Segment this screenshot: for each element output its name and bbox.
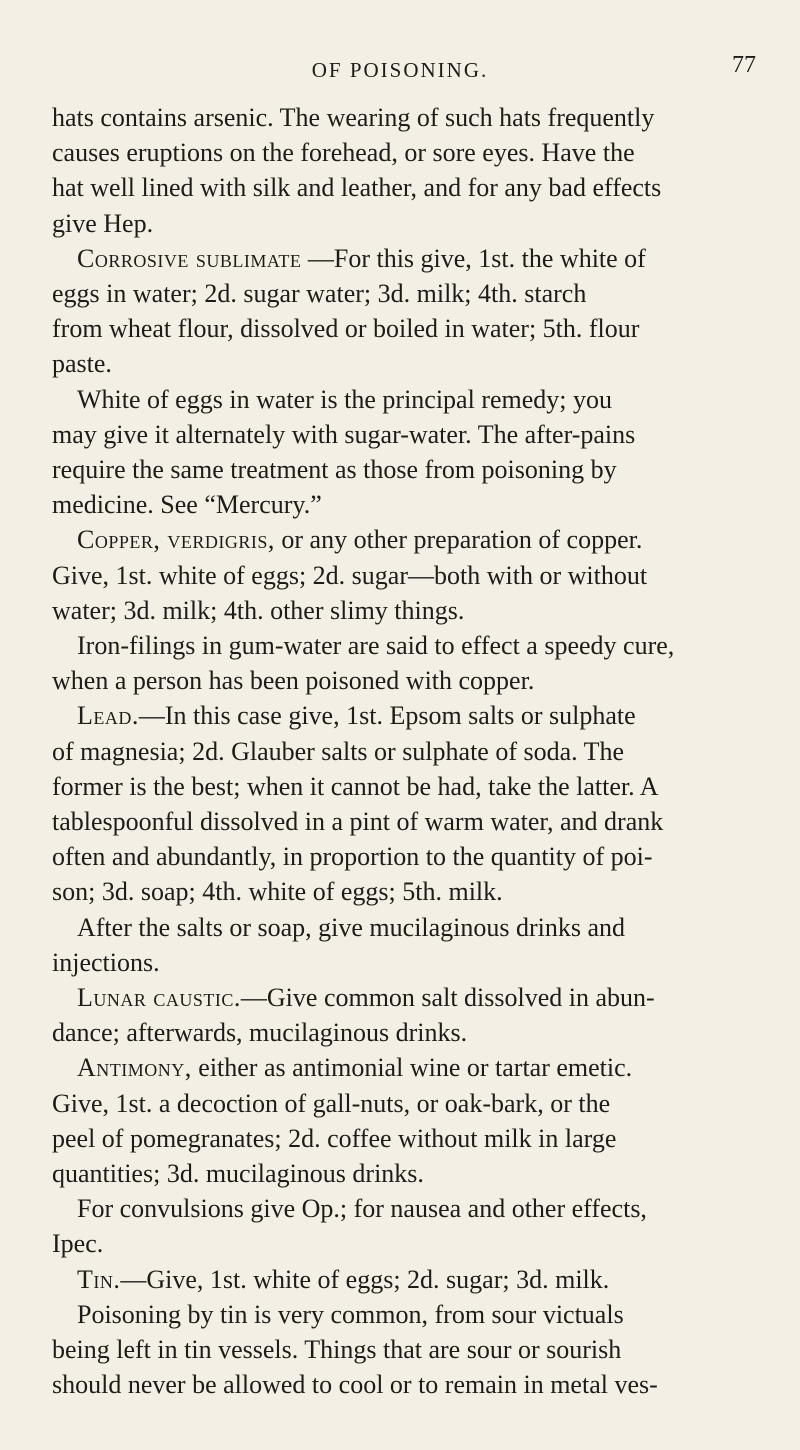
line-text: when a person has been poisoned with copper. xyxy=(52,666,535,696)
text-line xyxy=(52,769,772,807)
text-line xyxy=(52,593,772,631)
line-text: of magnesia; 2d. Glauber salts or sulphate of soda. The xyxy=(52,736,625,766)
running-title: OF POISONING. xyxy=(311,58,489,82)
page-number: 77 xyxy=(732,52,756,78)
line-text: water; 3d. milk; 4th. other slimy things. xyxy=(52,595,465,625)
text-line xyxy=(77,628,772,666)
line-text: quantities; 3d. mucilaginous drinks. xyxy=(52,1159,424,1188)
section-heading: Lunar caustic. xyxy=(77,983,241,1012)
line-text: Give, 1st. white of eggs; 2d. sugar—both with or without xyxy=(52,560,648,590)
text-line xyxy=(77,1191,772,1229)
line-text: For convulsions give Op.; for nausea and other effects, xyxy=(77,1194,647,1224)
line-text: son; 3d. soap; 4th. white of eggs; 5th. milk. xyxy=(52,877,503,907)
line-text: injections. xyxy=(52,947,160,977)
text-line xyxy=(52,663,772,701)
text-line xyxy=(52,839,772,877)
section-heading: Tin. xyxy=(77,1264,121,1294)
text-line xyxy=(52,170,772,208)
line-text: former is the best; when it cannot be had, take the latter. A xyxy=(52,771,659,801)
line-text: —In this case give, 1st. Epsom salts or sulphate xyxy=(138,701,636,731)
line-text: hat well lined with silk and leather, and for any bad effects xyxy=(52,173,662,203)
text-line xyxy=(52,100,772,138)
line-text: give Hep. xyxy=(52,208,154,238)
section-heading: Lead. xyxy=(77,701,139,731)
text-line xyxy=(77,1297,772,1335)
line-text: peel of pomegranates; 2d. coffee without milk in large xyxy=(52,1123,617,1153)
text-line xyxy=(52,346,772,384)
text-line xyxy=(77,1262,772,1300)
text-line xyxy=(52,1015,772,1053)
text-line xyxy=(52,206,772,244)
line-text: —Give common salt dissolved in abun- xyxy=(240,983,655,1012)
line-text: paste. xyxy=(52,349,112,379)
section-heading: Antimony, xyxy=(77,1053,192,1083)
line-text: White of eggs in water is the principal remedy; you xyxy=(77,384,613,414)
text-line xyxy=(77,698,772,736)
running-head xyxy=(0,52,800,92)
text-line xyxy=(77,1050,772,1088)
line-text: or any other preparation of copper. xyxy=(274,525,643,555)
line-text: —For this give, 1st. the white of xyxy=(301,243,646,273)
text-line xyxy=(52,945,772,983)
line-text: Iron-filings in gum-water are said to effect a speedy cure, xyxy=(77,631,675,660)
text-line xyxy=(77,910,772,948)
text-line xyxy=(52,452,772,490)
line-text: Ipec. xyxy=(52,1229,104,1259)
line-text: either as antimonial wine or tartar emetic. xyxy=(191,1053,633,1083)
line-text: hats contains arsenic. The wearing of such hats frequently xyxy=(52,103,655,132)
line-text: may give it alternately with sugar-water. The after-pains xyxy=(52,419,636,449)
line-text: After the salts or soap, give mucilaginous drinks and xyxy=(77,912,626,942)
text-line xyxy=(52,487,772,525)
text-line xyxy=(52,311,772,349)
text-line xyxy=(77,980,772,1018)
text-line xyxy=(52,804,772,842)
line-text: causes eruptions on the forehead, or sore eyes. Have the xyxy=(52,138,635,168)
text-line xyxy=(52,1367,772,1405)
line-text: —Give, 1st. white of eggs; 2d. sugar; 3d. milk. xyxy=(120,1264,610,1294)
text-line xyxy=(77,241,772,279)
section-heading: Corrosive sublimate xyxy=(77,243,302,273)
text-line xyxy=(52,558,772,596)
text-line xyxy=(77,522,772,560)
text-line xyxy=(52,874,772,912)
line-text: require the same treatment as those from poisoning by xyxy=(52,455,617,484)
text-line xyxy=(52,734,772,772)
line-text: dance; afterwards, mucilaginous drinks. xyxy=(52,1018,468,1048)
line-text: medicine. See “Mercury.” xyxy=(52,490,322,520)
text-line xyxy=(52,417,772,455)
text-line xyxy=(52,135,772,173)
line-text: from wheat flour, dissolved or boiled in water; 5th. flour xyxy=(52,314,640,344)
text-line xyxy=(52,1156,772,1194)
line-text: Poisoning by tin is very common, from sour victuals xyxy=(77,1299,624,1329)
line-text: often and abundantly, in proportion to the quantity of poi- xyxy=(52,842,653,872)
text-line xyxy=(52,1332,772,1370)
text-line xyxy=(52,1121,772,1159)
line-text: eggs in water; 2d. sugar water; 3d. milk; 4th. starch xyxy=(52,279,587,308)
line-text: should never be allowed to cool or to remain in metal ves- xyxy=(52,1370,658,1400)
text-line xyxy=(52,276,772,314)
text-line xyxy=(77,382,772,420)
text-line xyxy=(52,1086,772,1124)
line-text: being left in tin vessels. Things that are sour or sourish xyxy=(52,1335,622,1364)
text-line xyxy=(52,1226,772,1264)
line-text: tablespoonful dissolved in a pint of warm water, and drank xyxy=(52,807,664,836)
line-text: Give, 1st. a decoction of gall-nuts, or oak-bark, or the xyxy=(52,1088,611,1118)
section-heading: Copper, verdigris, xyxy=(77,525,275,555)
